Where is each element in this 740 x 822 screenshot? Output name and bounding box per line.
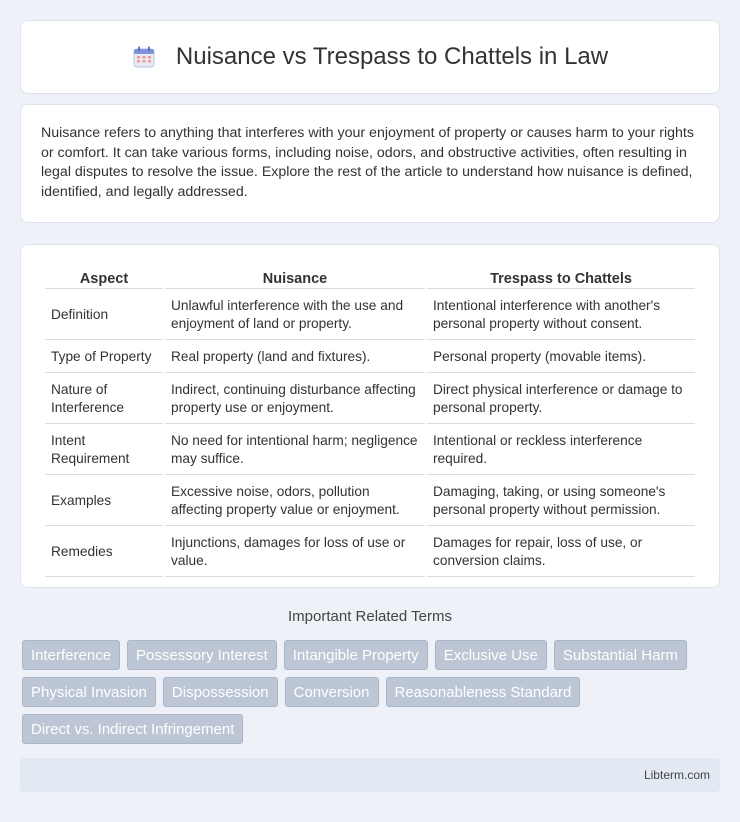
table-row — [45, 291, 695, 340]
cell-nuisance: Real property (land and fixtures). — [165, 342, 425, 373]
tag-dispossession[interactable]: Dispossession — [163, 677, 278, 707]
header-nuisance: Nuisance — [165, 267, 425, 289]
related-terms-list — [22, 640, 722, 744]
cell-nuisance: Indirect, continuing disturbance affecting property use or enjoyment. — [165, 375, 425, 424]
comparison-table — [43, 265, 697, 579]
table-row — [45, 375, 695, 424]
comparison-card — [20, 244, 720, 588]
tag-interference[interactable]: Interference — [22, 640, 120, 670]
table-row — [45, 477, 695, 526]
tag-direct-vs-indirect[interactable]: Direct vs. Indirect Infringement — [22, 714, 243, 744]
tag-intangible-property[interactable]: Intangible Property — [284, 640, 428, 670]
footer — [20, 758, 720, 792]
cell-aspect: Nature of Interference — [45, 375, 163, 424]
intro-text: Nuisance refers to anything that interferes with your enjoyment of property or causes harm to your rights or comfort. It can take various forms, including noise, odors, and obstructive activities, often resulting in legal disputes to resolve the issue. Explore the rest of the article to understand how nuisance is defined, identified, and legally addressed. — [41, 125, 694, 200]
cell-aspect: Definition — [45, 291, 163, 340]
calendar-icon — [132, 45, 156, 69]
table-header-row — [45, 267, 695, 289]
tag-conversion[interactable]: Conversion — [285, 677, 379, 707]
table-row — [45, 528, 695, 577]
cell-trespass: Personal property (movable items). — [427, 342, 695, 373]
tag-possessory-interest[interactable]: Possessory Interest — [127, 640, 277, 670]
cell-trespass: Intentional interference with another's personal property without consent. — [427, 291, 695, 340]
page-title: Nuisance vs Trespass to Chattels in Law — [175, 43, 609, 70]
cell-aspect: Type of Property — [45, 342, 163, 373]
related-terms-title: Important Related Terms — [288, 608, 452, 625]
cell-nuisance: Injunctions, damages for loss of use or value. — [165, 528, 425, 577]
cell-aspect: Examples — [45, 477, 163, 526]
table-row — [45, 426, 695, 475]
cell-trespass: Damages for repair, loss of use, or conversion claims. — [427, 528, 695, 577]
header-card — [20, 20, 720, 94]
cell-trespass: Damaging, taking, or using someone's personal property without permission. — [427, 477, 695, 526]
tag-reasonableness-standard[interactable]: Reasonableness Standard — [386, 677, 581, 707]
tag-substantial-harm[interactable]: Substantial Harm — [554, 640, 687, 670]
tag-exclusive-use[interactable]: Exclusive Use — [435, 640, 547, 670]
intro-card — [20, 104, 720, 223]
footer-site-link[interactable]: Libterm.com — [643, 768, 710, 782]
cell-nuisance: Unlawful interference with the use and enjoyment of land or property. — [165, 291, 425, 340]
header-trespass: Trespass to Chattels — [427, 267, 695, 289]
header-aspect: Aspect — [45, 267, 163, 289]
cell-trespass: Intentional or reckless interference required. — [427, 426, 695, 475]
table-row — [45, 342, 695, 373]
cell-nuisance: Excessive noise, odors, pollution affecting property value or enjoyment. — [165, 477, 425, 526]
cell-trespass: Direct physical interference or damage to personal property. — [427, 375, 695, 424]
cell-aspect: Intent Requirement — [45, 426, 163, 475]
tag-physical-invasion[interactable]: Physical Invasion — [22, 677, 156, 707]
cell-nuisance: No need for intentional harm; negligence may suffice. — [165, 426, 425, 475]
cell-aspect: Remedies — [45, 528, 163, 577]
